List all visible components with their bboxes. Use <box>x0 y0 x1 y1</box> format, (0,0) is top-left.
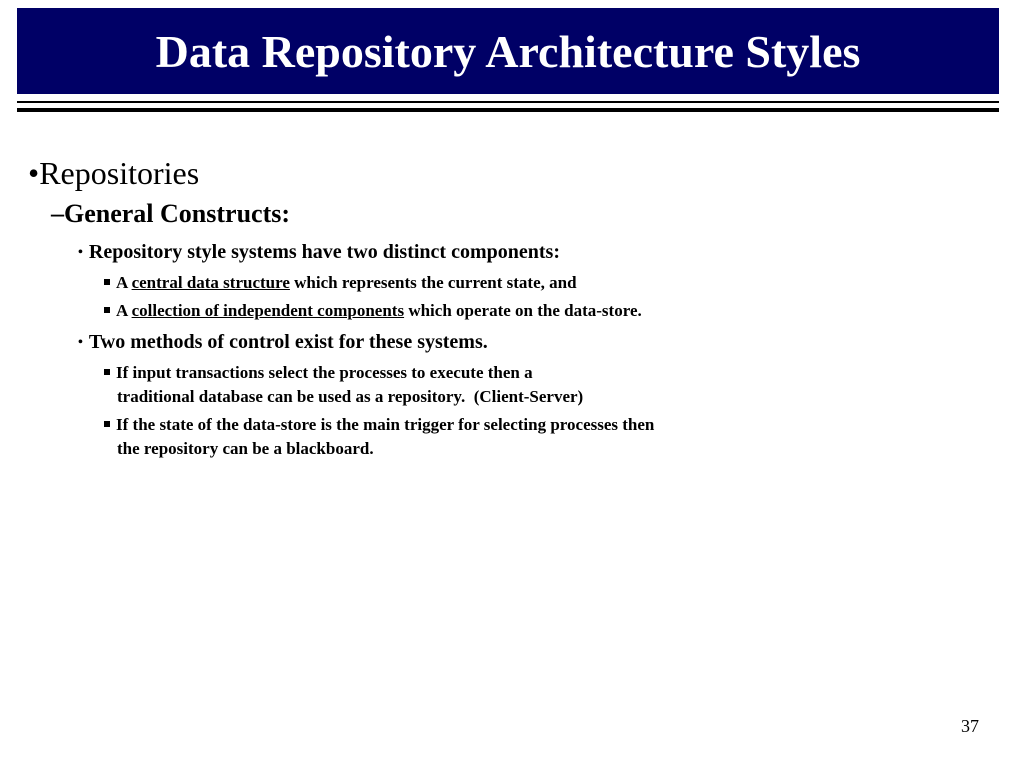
sub-bullet-text: General Constructs: <box>64 199 291 228</box>
sub-bullet-general-constructs <box>51 199 290 229</box>
bullet-glyph: • <box>78 335 83 350</box>
item-text: If input transactions select the processes to execute then a <box>116 363 533 382</box>
item-client-server-line2 <box>117 387 583 407</box>
item-blackboard-line1 <box>104 415 654 435</box>
item-suffix: which operate on the data-store. <box>404 301 642 320</box>
square-bullet-icon <box>104 369 110 375</box>
page-number: 37 <box>961 716 979 736</box>
title-divider-thin <box>17 101 999 103</box>
point-control-methods <box>78 331 488 354</box>
item-underlined: central data structure <box>131 273 290 292</box>
title-divider-thick <box>17 108 999 112</box>
item-blackboard-line2 <box>117 439 374 459</box>
bullet-glyph: • <box>78 245 83 260</box>
item-prefix: A <box>116 273 132 292</box>
point-text: Repository style systems have two distinct components: <box>88 241 560 263</box>
item-prefix: A <box>116 301 132 320</box>
dash-glyph: – <box>51 199 64 228</box>
item-independent-components <box>104 301 642 321</box>
bullet-glyph: • <box>28 155 40 191</box>
item-text: traditional database can be used as a repository. (Client-Server) <box>117 387 584 406</box>
item-underlined: collection of independent components <box>131 301 405 320</box>
bullet-text: Repositories <box>39 155 200 191</box>
square-bullet-icon <box>104 421 110 427</box>
bullet-repositories <box>28 155 199 192</box>
item-client-server-line1 <box>104 363 533 383</box>
square-bullet-icon <box>104 307 110 313</box>
item-central-data-structure <box>104 273 577 293</box>
slide-title: Data Repository Architecture Styles <box>155 25 861 77</box>
point-text: Two methods of control exist for these systems. <box>88 331 488 353</box>
title-bar <box>17 8 999 94</box>
point-components <box>78 241 560 264</box>
item-text: If the state of the data-store is the main trigger for selecting processes then <box>116 415 655 434</box>
item-text: the repository can be a blackboard. <box>117 439 374 458</box>
item-suffix: which represents the current state, and <box>289 273 577 292</box>
square-bullet-icon <box>104 279 110 285</box>
